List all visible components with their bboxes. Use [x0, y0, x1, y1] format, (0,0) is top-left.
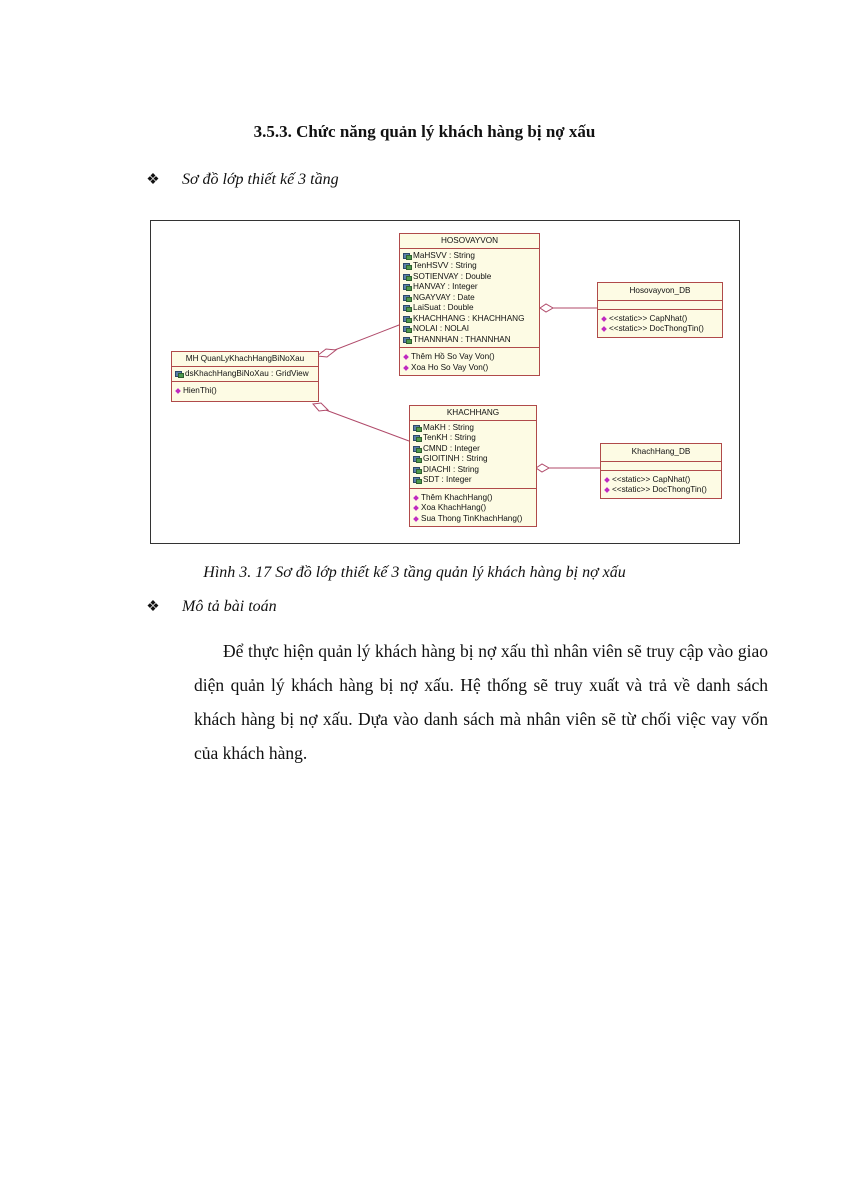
operation-icon	[413, 505, 419, 511]
diagram-title-text: Sơ đồ lớp thiết kế 3 tầng	[182, 170, 339, 188]
class-attribute: KHACHHANG : KHACHHANG	[403, 314, 536, 325]
attribute-icon	[413, 435, 421, 441]
class-name: MH QuanLyKhachHangBiNoXau	[172, 352, 318, 367]
class-operations	[601, 471, 721, 498]
class-attribute: MaKH : String	[413, 423, 533, 434]
class-attribute: DIACHI : String	[413, 465, 533, 476]
diamond-bullet-icon: ❖	[146, 172, 160, 188]
class-operation: Thêm Hồ So Vay Von()	[403, 352, 536, 363]
class-operations	[598, 310, 722, 337]
operation-icon	[413, 495, 419, 501]
attribute-icon	[403, 326, 411, 332]
class-attributes	[601, 462, 721, 471]
class-operation: HienThi()	[175, 386, 315, 397]
attribute-icon	[413, 477, 421, 483]
class-attribute: TenKH : String	[413, 433, 533, 444]
attribute-icon	[403, 316, 411, 322]
attribute-icon	[403, 337, 411, 343]
operation-icon	[403, 365, 409, 371]
bullet-description-title	[146, 597, 277, 616]
class-name: KHACHHANG	[410, 406, 536, 421]
class-operation: Xoa Ho So Vay Von()	[403, 363, 536, 374]
attribute-icon	[413, 467, 421, 473]
operation-icon	[601, 316, 607, 322]
operation-icon	[413, 516, 419, 522]
class-screen	[171, 351, 319, 402]
connector-screen-hosovayvon	[327, 325, 399, 353]
operation-icon	[175, 388, 181, 394]
class-diagram-figure	[150, 220, 740, 544]
class-operation: <<static>> DocThongTin()	[601, 324, 719, 335]
class-operation: <<static>> CapNhat()	[604, 475, 718, 486]
attribute-icon	[403, 263, 411, 269]
operation-icon	[601, 326, 607, 332]
attribute-icon	[403, 253, 411, 259]
class-name: KhachHang_DB	[601, 444, 721, 462]
diamond-bullet-icon: ❖	[146, 599, 160, 615]
class-attribute: NGAYVAY : Date	[403, 293, 536, 304]
description-paragraph	[194, 634, 768, 770]
class-hosovayvon	[399, 233, 540, 376]
class-attribute: SDT : Integer	[413, 475, 533, 486]
attribute-icon	[413, 456, 421, 462]
class-attribute: NOLAI : NOLAI	[403, 324, 536, 335]
attribute-icon	[175, 371, 183, 377]
attribute-icon	[403, 305, 411, 311]
operation-icon	[403, 354, 409, 360]
paragraph-text: Để thực hiện quản lý khách hàng bị nợ xấu thì nhân viên sẽ truy cập vào giao diện quản lý khách hàng bị nợ xấu. Hệ thống sẽ truy xuất và trả về danh sách khách hàng bị nợ xấu. Dựa vào danh sách mà nhân viên sẽ từ chối việc vay vốn của khách hàng.	[194, 641, 768, 763]
class-attribute: HANVAY : Integer	[403, 282, 536, 293]
connector-screen-khachhang	[323, 409, 409, 441]
class-attribute: MaHSVV : String	[403, 251, 536, 262]
class-operations	[410, 489, 536, 527]
class-attributes	[410, 421, 536, 489]
attribute-icon	[403, 274, 411, 280]
section-heading: 3.5.3. Chức năng quản lý khách hàng bị nợ xấu	[253, 122, 596, 141]
class-name: HOSOVAYVON	[400, 234, 539, 249]
class-attribute: TenHSVV : String	[403, 261, 536, 272]
attribute-icon	[413, 446, 421, 452]
attribute-icon	[403, 295, 411, 301]
class-operation: Thêm KhachHang()	[413, 493, 533, 504]
attribute-icon	[413, 425, 421, 431]
class-operation: Sua Thong TinKhachHang()	[413, 514, 533, 525]
class-khachhang-db	[600, 443, 722, 499]
aggregation-diamond-icon	[317, 349, 336, 357]
class-operation: <<static>> CapNhat()	[601, 314, 719, 325]
operation-icon	[604, 487, 610, 493]
class-attribute: CMND : Integer	[413, 444, 533, 455]
class-operation: Xoa KhachHang()	[413, 503, 533, 514]
class-attribute: dsKhachHangBiNoXau : GridView	[175, 369, 315, 380]
class-attributes	[172, 367, 318, 383]
class-khachhang	[409, 405, 537, 527]
class-attributes	[400, 249, 539, 349]
class-attribute: THANNHAN : THANNHAN	[403, 335, 536, 346]
aggregation-diamond-icon	[540, 304, 553, 312]
class-attribute: LaiSuat : Double	[403, 303, 536, 314]
class-operations	[400, 348, 539, 375]
bullet-diagram-title	[146, 170, 339, 189]
class-operations	[172, 382, 318, 401]
operation-icon	[604, 477, 610, 483]
description-title-text: Mô tả bài toán	[182, 597, 277, 615]
class-attributes	[598, 301, 722, 310]
class-hosovayvon-db	[597, 282, 723, 338]
aggregation-diamond-icon	[313, 403, 328, 411]
class-name: Hosovayvon_DB	[598, 283, 722, 301]
class-attribute: SOTIENVAY : Double	[403, 272, 536, 283]
aggregation-diamond-icon	[536, 464, 549, 472]
class-attribute: GIOITINH : String	[413, 454, 533, 465]
class-operation: <<static>> DocThongTin()	[604, 485, 718, 496]
figure-caption: Hình 3. 17 Sơ đồ lớp thiết kế 3 tầng quản lý khách hàng bị nợ xấu	[203, 564, 626, 581]
attribute-icon	[403, 284, 411, 290]
